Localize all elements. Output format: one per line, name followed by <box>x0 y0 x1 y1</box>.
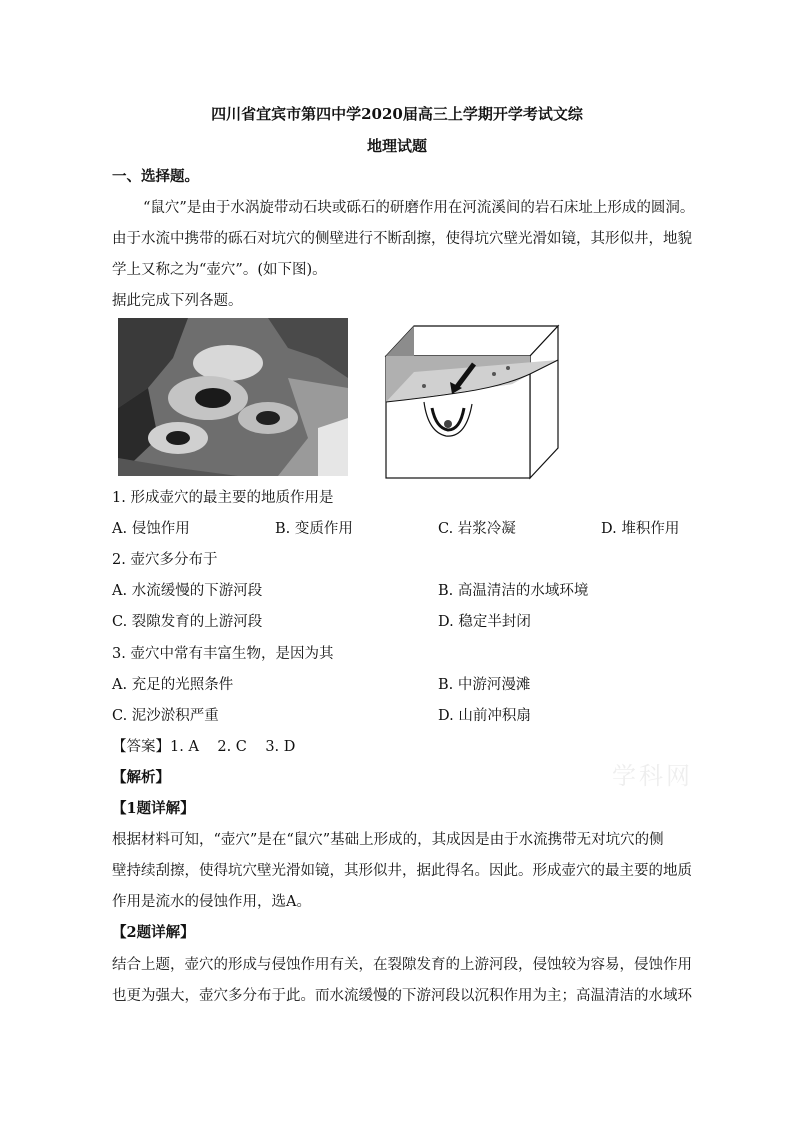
watermark: 学科网 <box>612 762 693 790</box>
intro-line-3: 学上又称之为“壶穴”。(如下图)。 <box>112 262 327 278</box>
answer-line: 【答案】1. A 2. C 3. D <box>112 739 296 755</box>
detail-1-line-2: 壁持续刮擦，使得坑穴壁光滑如镜，其形似井，据此得名。因此。形成壶穴的最主要的地质 <box>112 863 692 879</box>
q3-option-c: C. 泥沙淤积严重 <box>112 708 219 724</box>
q2-option-c: C. 裂隙发育的上游河段 <box>112 614 263 630</box>
intro-line-4: 据此完成下列各题。 <box>112 293 243 309</box>
question-1-stem: 1. 形成壶穴的最主要的地质作用是 <box>112 490 334 506</box>
q2-option-d: D. 稳定半封闭 <box>438 614 531 630</box>
question-2-stem: 2. 壶穴多分布于 <box>112 552 218 568</box>
detail-1-heading: 【1题详解】 <box>112 800 195 817</box>
detail-1-line-1: 根据材料可知，“壶穴”是在“鼠穴”基础上形成的，其成因是由于水流携带无对坑穴的侧 <box>112 832 664 848</box>
detail-2-line-2: 也更为强大，壶穴多分布于此。而水流缓慢的下游河段以沉积作用为主；高温清洁的水域环 <box>112 988 692 1004</box>
q2-option-b: B. 高温清洁的水域环境 <box>438 583 589 599</box>
rock-pothole-photo <box>118 318 348 476</box>
q1-option-c: C. 岩浆冷凝 <box>438 521 516 537</box>
q1-option-a: A. 侵蚀作用 <box>112 521 190 537</box>
intro-line-1: “鼠穴”是由于水涡旋带动石块或砾石的研磨作用在河流溪间的岩石床址上形成的圆洞。 <box>143 200 695 216</box>
q3-option-d: D. 山前冲积扇 <box>438 708 531 724</box>
q3-option-b: B. 中游河漫滩 <box>438 677 531 693</box>
q3-option-a: A. 充足的光照条件 <box>112 677 234 693</box>
analysis-heading: 【解析】 <box>112 769 170 786</box>
intro-line-2: 由于水流中携带的砾石对坑穴的侧壁进行不断刮擦，使得坑穴壁光滑如镜，其形似井，地貌 <box>112 231 692 247</box>
document-subtitle: 地理试题 <box>366 137 427 155</box>
document-title: 四川省宜宾市第四中学2020届高三上学期开学考试文综 <box>211 105 583 123</box>
detail-2-line-1: 结合上题，壶穴的形成与侵蚀作用有关，在裂隙发育的上游河段，侵蚀较为容易，侵蚀作用 <box>112 957 692 973</box>
detail-2-heading: 【2题详解】 <box>112 924 195 941</box>
q1-option-d: D. 堆积作用 <box>601 521 680 537</box>
detail-1-line-3: 作用是流水的侵蚀作用，选A。 <box>112 894 311 910</box>
q2-option-a: A. 水流缓慢的下游河段 <box>112 583 263 599</box>
q1-option-b: B. 变质作用 <box>275 521 353 537</box>
section-heading: 一、选择题。 <box>112 168 199 185</box>
pothole-block-diagram <box>384 324 560 480</box>
question-3-stem: 3. 壶穴中常有丰富生物，是因为其 <box>112 646 334 662</box>
